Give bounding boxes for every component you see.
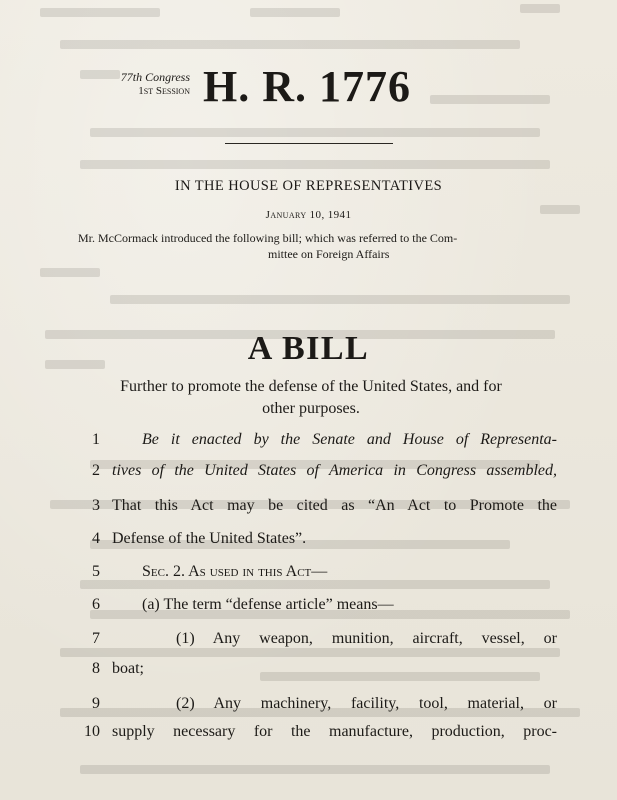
line-number: 2 — [92, 462, 100, 479]
introduction-line-1: Mr. McCormack introduced the following bill; which was referred to the Com- — [78, 231, 458, 245]
line-number: 1 — [92, 431, 100, 448]
bill-title: A BILL — [247, 330, 370, 367]
bill-line — [0, 660, 617, 686]
congress-number: 77th Congress — [120, 70, 190, 84]
line-number: 7 — [92, 630, 100, 647]
bill-line — [0, 497, 617, 523]
line-number: 3 — [92, 497, 100, 514]
bill-purpose — [72, 376, 550, 420]
bill-line — [0, 462, 617, 488]
purpose-line-2: other purposes. — [262, 400, 360, 417]
introduction-date: January 10, 1941 — [265, 209, 352, 221]
bill-line — [0, 530, 617, 556]
bill-line — [0, 630, 617, 656]
line-text: (a) The term “defense article” means— — [142, 596, 394, 613]
line-text: (2) Any machinery, facility, tool, material, or — [176, 695, 557, 712]
bill-line — [0, 596, 617, 622]
line-number: 5 — [92, 563, 100, 580]
line-number: 10 — [84, 723, 100, 740]
introduction-note — [78, 230, 568, 262]
line-text: tives of the United States of America in Congress assembled, — [112, 462, 557, 479]
line-number: 6 — [92, 596, 100, 613]
congress-session-label — [62, 70, 190, 98]
bill-line — [0, 563, 617, 589]
bill-line — [0, 431, 617, 457]
line-text: Be it enacted by the Senate and House of Representa- — [142, 431, 557, 448]
line-text: boat; — [112, 660, 144, 677]
purpose-line-1: Further to promote the defense of the United States, and for — [120, 378, 502, 395]
line-text: Sec. 2. As used in this Act— — [142, 563, 328, 580]
introduction-line-2: mittee on Foreign Affairs — [268, 247, 390, 261]
line-text: (1) Any weapon, munition, aircraft, vessel, or — [176, 630, 557, 647]
line-text: supply necessary for the manufacture, production, proc- — [112, 723, 557, 740]
line-number: 9 — [92, 695, 100, 712]
bill-line — [0, 723, 617, 749]
session-number: 1st Session — [138, 85, 190, 97]
line-number: 8 — [92, 660, 100, 677]
line-text: That this Act may be cited as “An Act to Promote the — [112, 497, 557, 514]
bill-line — [0, 695, 617, 721]
header-divider — [225, 143, 393, 144]
line-text: Defense of the United States”. — [112, 530, 307, 547]
line-number: 4 — [92, 530, 100, 547]
chamber-heading: IN THE HOUSE OF REPRESENTATIVES — [174, 178, 443, 194]
bill-number: H. R. 1776 — [203, 62, 411, 111]
